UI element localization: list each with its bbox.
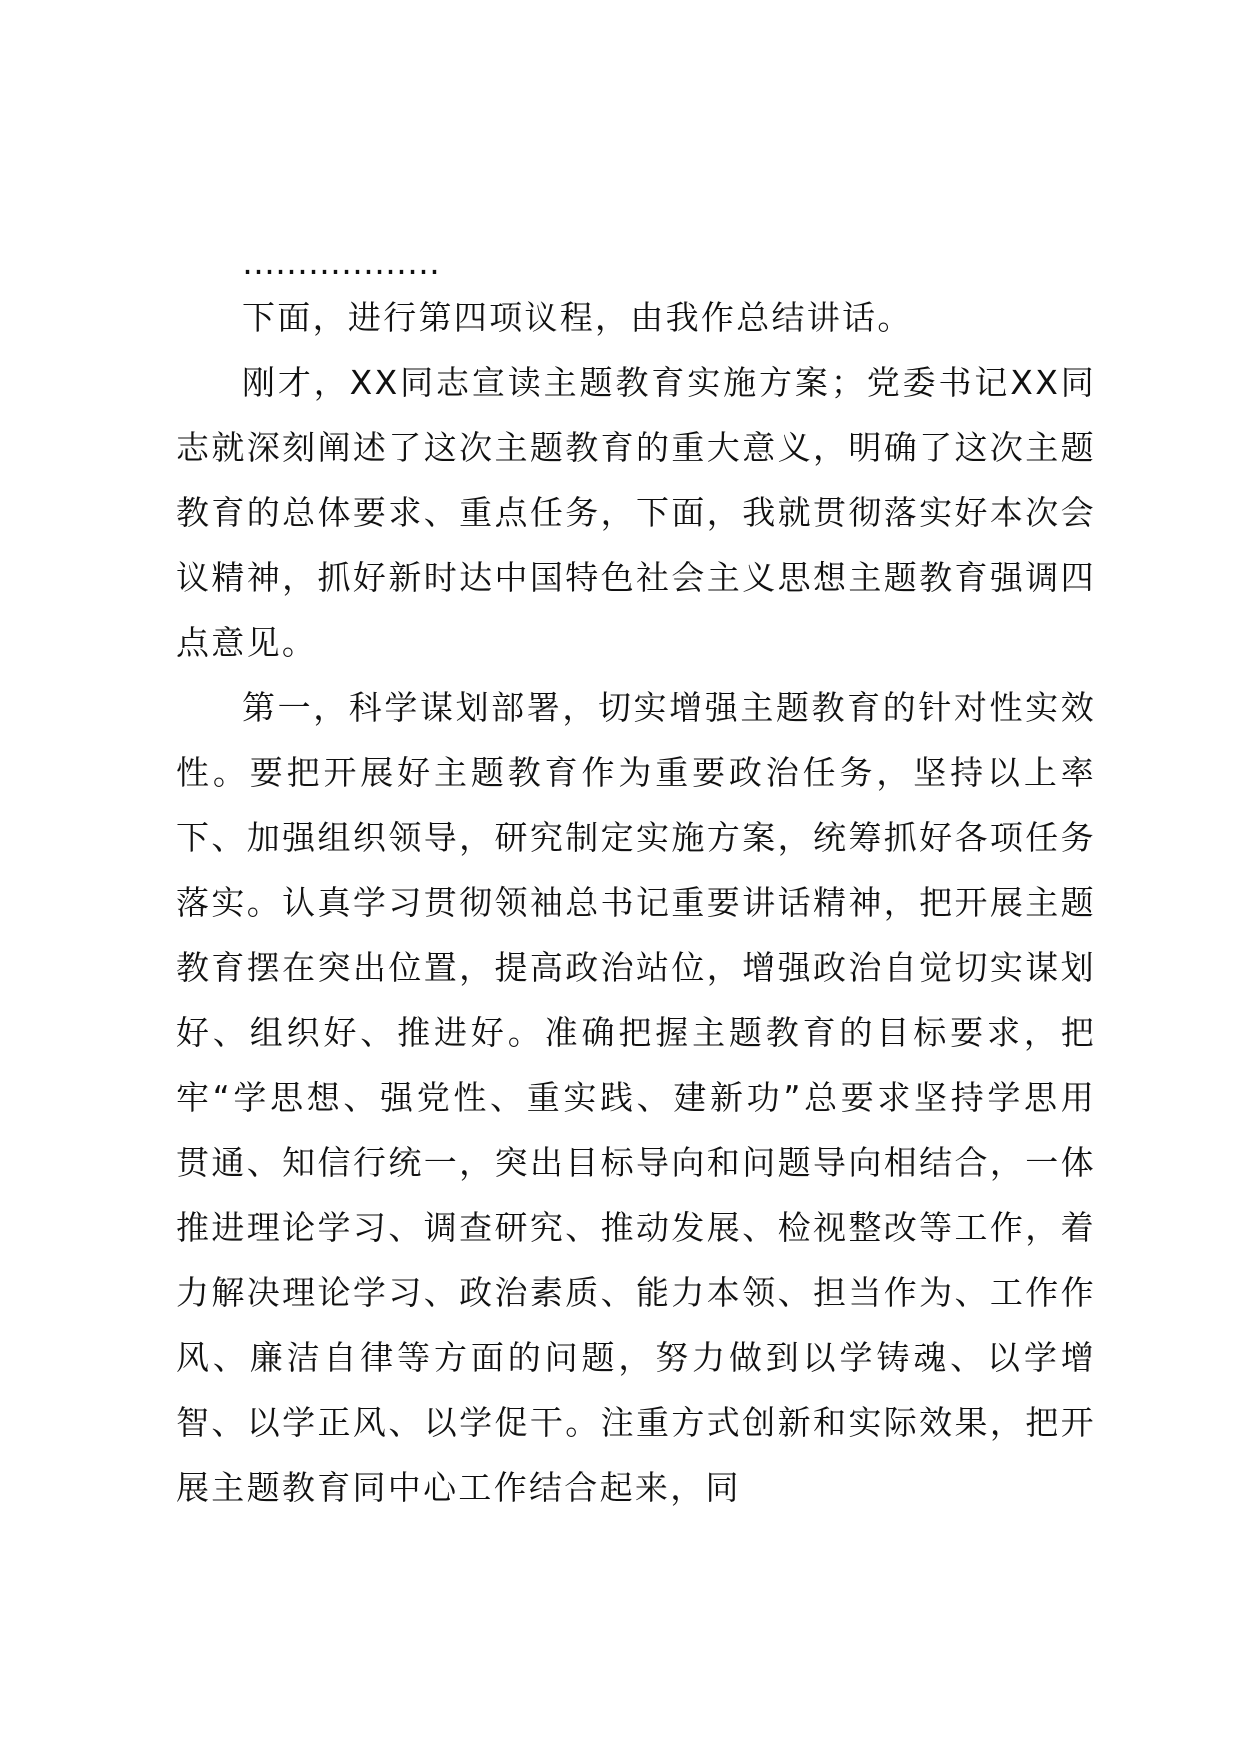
- paragraph-first-point: 第一，科学谋划部署，切实增强主题教育的针对性实效性。要把开展好主题教育作为重要政治任务，坚持以上率下、加强组织领导，研究制定实施方案，统筹抓好各项任务落实。认真学习贯彻领袖总书记重要讲话精神，把开展主题教育摆在突出位置，提高政治站位，增强政治自觉切实谋划好、组织好、推进好。准确把握主题教育的目标要求，把牢“学思想、强党性、重实践、建新功”总要求坚持学思用贯通、知信行统一，突出目标导向和问题导向相结合，一体推进理论学习、调查研究、推动发展、检视整改等工作，着力解决理论学习、政治素质、能力本领、担当作为、工作作风、廉洁自律等方面的问题，努力做到以学铸魂、以学增智、以学正风、以学促干。注重方式创新和实际效果，把开展主题教育同中心工作结合起来，同: [176, 688, 1096, 1507]
- paragraph-agenda: 下面，进行第四项议程，由我作总结讲话。: [242, 298, 913, 337]
- ellipsis-line: ………………: [242, 243, 440, 282]
- document-body: [176, 240, 1096, 1520]
- paragraph-introduction: 刚才，XX同志宣读主题教育实施方案；党委书记XX同志就深刻阐述了这次主题教育的重大意义，明确了这次主题教育的总体要求、重点任务，下面，我就贯彻落实好本次会议精神，抓好新时达中国特色社会主义思想主题教育强调四点意见。: [176, 363, 1096, 662]
